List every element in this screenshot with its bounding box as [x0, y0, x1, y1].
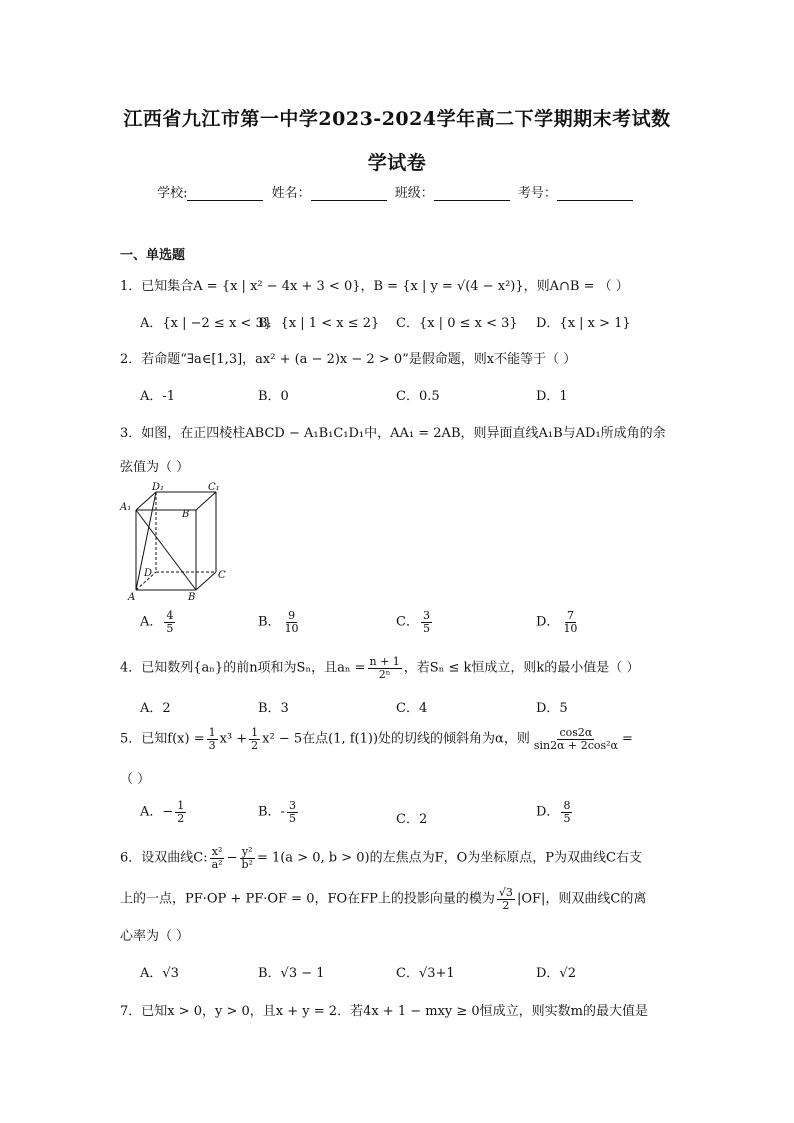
- label-c1: C₁: [208, 482, 220, 493]
- q6-option-a[interactable]: A．√3: [140, 966, 179, 981]
- label-a: A: [128, 592, 136, 600]
- label-a1: A₁: [120, 502, 132, 513]
- label-b1: B: [182, 509, 190, 520]
- edge-b-c: [196, 572, 216, 590]
- class-blank[interactable]: [434, 188, 510, 201]
- q5-option-b[interactable]: B．- $\frac{3}{5}$: [258, 799, 296, 825]
- question-1-stem: 1．已知集合A = {x | x² − 4x + 3 < 0}，B = {x | y = √(4 − x²)}，则A∩B = （ ）: [120, 279, 629, 294]
- doc-title-line1: 江西省九江市第一中学2023-2024学年高二下学期期末考试数: [123, 108, 671, 130]
- section-heading: 一、单选题: [120, 248, 186, 263]
- q2-option-b[interactable]: B．0: [258, 389, 289, 404]
- q1-option-a[interactable]: A．{x | −2 ≤ x < 3}: [140, 316, 272, 331]
- q3-option-c[interactable]: C． $\frac{3}{5}$: [396, 609, 430, 635]
- q3-option-d[interactable]: D． $\frac{7}{10}$: [536, 609, 578, 635]
- name-blank[interactable]: [311, 188, 387, 201]
- q4-option-c[interactable]: C．4: [396, 701, 428, 716]
- label-d1: D₁: [152, 482, 165, 493]
- number-blank[interactable]: [557, 188, 633, 201]
- label-d: D: [144, 568, 153, 579]
- q2-option-a[interactable]: A．-1: [140, 389, 176, 404]
- q1-option-d[interactable]: D．{x | x > 1}: [536, 316, 631, 331]
- q3-option-a[interactable]: A． $\frac{4}{5}$: [140, 609, 174, 635]
- question-6-stem-line3: 心率为（ ）: [120, 929, 190, 944]
- q3-option-b[interactable]: B． $\frac{9}{10}$: [258, 609, 299, 635]
- question-4-stem: 4．已知数列{aₙ}的前n项和为Sₙ，且aₙ = $\frac{n + 1}{\text{2ⁿ}}$ ，若Sₙ ≤ k恒成立，则k的最小值是（ ）: [120, 655, 640, 681]
- question-6-stem-line2: 上的一点，PF·OP + PF·OF = 0，FO在FP上的投影向量的模为 $\frac{√3}{2}$ |OF|，则双曲线C的离: [120, 886, 647, 912]
- question-5-stem: 5．已知f(x) = $\frac{1}{3}$ x³ + $\frac{1}{2}$ x² − 5在点(1, f(1))处的切线的倾斜角为α，则 $\frac{\cos 2\alpha}{\text{sin2α + 2cos²α}}$ =: [120, 726, 633, 752]
- q5-option-d[interactable]: D． $\frac{8}{5}$: [536, 799, 571, 825]
- q6-option-b[interactable]: B．√3 − 1: [258, 966, 325, 981]
- name-label: 姓名：: [271, 186, 311, 201]
- question-6-stem-line1: 6．设双曲线C: $\frac{\text{x²}}{\text{a²}}$ − $\frac{\text{y²}}{\text{b²}}$ = 1(a > 0, b > 0)的左焦点为F，O为坐标原点，P为双曲线C右支: [120, 845, 642, 871]
- q1-option-c[interactable]: C．{x | 0 ≤ x < 3}: [396, 316, 518, 331]
- q5-option-a[interactable]: A．− $\frac{1}{2}$: [140, 799, 185, 825]
- q1-option-b[interactable]: B．{x | 1 < x ≤ 2}: [258, 316, 380, 331]
- q5-option-c[interactable]: C．2: [396, 812, 428, 827]
- number-label: 考号：: [517, 186, 557, 201]
- doc-title-line2: 学试卷: [367, 152, 427, 174]
- question-3-stem-line2: 弦值为（ ）: [120, 460, 190, 475]
- school-label: 学校:: [157, 186, 188, 201]
- label-c: C: [218, 570, 226, 581]
- q4-option-d[interactable]: D．5: [536, 701, 568, 716]
- q2-option-d[interactable]: D．1: [536, 389, 568, 404]
- question-2-stem: 2．若命题“∃a∈[1,3]，ax² + (a − 2)x − 2 > 0”是假命题，则x不能等于（ ）: [120, 352, 577, 367]
- q2-option-c[interactable]: C．0.5: [396, 389, 440, 404]
- edge-b1-c1: [196, 492, 216, 510]
- school-blank[interactable]: [187, 188, 263, 201]
- q6-option-d[interactable]: D．√2: [536, 966, 576, 981]
- prism-figure: [118, 482, 228, 600]
- q4-option-b[interactable]: B．3: [258, 701, 289, 716]
- question-5-stem-line2: （ ）: [120, 772, 151, 787]
- label-b: B: [188, 592, 196, 600]
- question-7-stem: 7．已知x > 0，y > 0，且x + y = 2．若4x + 1 − mxy ≥ 0恒成立，则实数m的最大值是: [120, 1004, 649, 1019]
- class-label: 班级：: [394, 186, 434, 201]
- q6-option-c[interactable]: C．√3+1: [396, 966, 455, 981]
- student-info-row: [0, 182, 794, 201]
- q4-option-a[interactable]: A．2: [140, 701, 171, 716]
- question-3-stem-line1: 3．如图，在正四棱柱ABCD − A₁B₁C₁D₁中，AA₁ = 2AB，则异面直线A₁B与AD₁所成角的余: [120, 426, 666, 441]
